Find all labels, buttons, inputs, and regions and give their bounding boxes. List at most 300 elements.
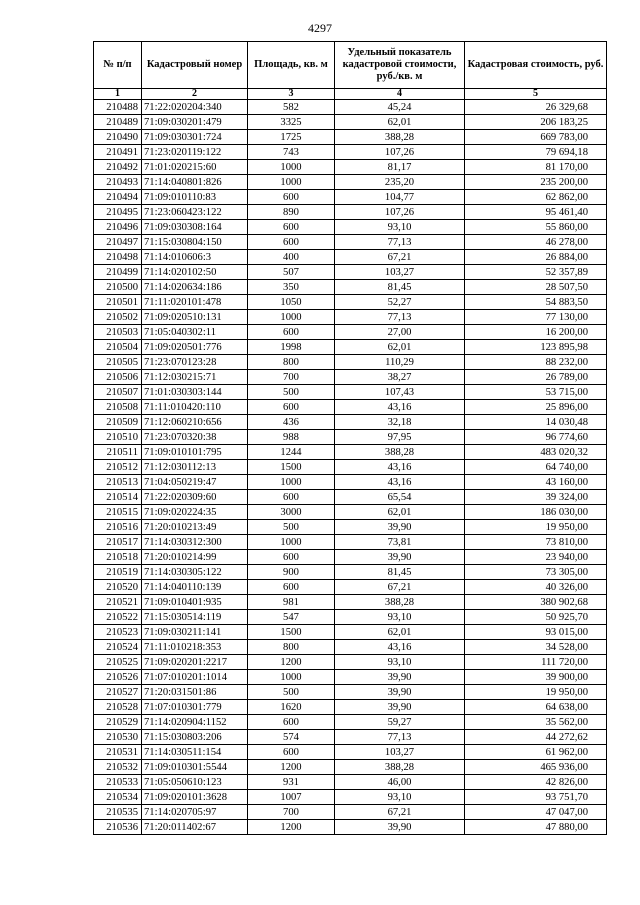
specific-value-cell: 67,21 bbox=[335, 580, 465, 595]
cadastral-value-cell: 93 015,00 bbox=[465, 625, 607, 640]
cadastral-number-cell: 71:23:070320:38 bbox=[142, 430, 248, 445]
table-row bbox=[94, 565, 607, 580]
table-row bbox=[94, 610, 607, 625]
table-row bbox=[94, 745, 607, 760]
area-cell: 1500 bbox=[248, 460, 335, 475]
cadastral-number-cell: 71:23:020119:122 bbox=[142, 145, 248, 160]
row-number-cell: 210530 bbox=[94, 730, 142, 745]
table-row bbox=[94, 295, 607, 310]
row-number-cell: 210496 bbox=[94, 220, 142, 235]
table-row bbox=[94, 775, 607, 790]
area-cell: 1500 bbox=[248, 625, 335, 640]
specific-value-cell: 32,18 bbox=[335, 415, 465, 430]
row-number-cell: 210523 bbox=[94, 625, 142, 640]
row-number-cell: 210514 bbox=[94, 490, 142, 505]
cadastral-value-cell: 39 900,00 bbox=[465, 670, 607, 685]
row-number-cell: 210507 bbox=[94, 385, 142, 400]
table-row bbox=[94, 730, 607, 745]
specific-value-cell: 235,20 bbox=[335, 175, 465, 190]
cadastral-value-cell: 26 329,68 bbox=[465, 100, 607, 115]
specific-value-cell: 77,13 bbox=[335, 730, 465, 745]
specific-value-cell: 77,13 bbox=[335, 235, 465, 250]
area-cell: 436 bbox=[248, 415, 335, 430]
specific-value-cell: 65,54 bbox=[335, 490, 465, 505]
specific-value-cell: 62,01 bbox=[335, 505, 465, 520]
table-row bbox=[94, 355, 607, 370]
cadastral-value-cell: 47 047,00 bbox=[465, 805, 607, 820]
cadastral-value-table bbox=[93, 41, 607, 835]
area-cell: 1725 bbox=[248, 130, 335, 145]
specific-value-cell: 67,21 bbox=[335, 805, 465, 820]
area-cell: 1000 bbox=[248, 475, 335, 490]
area-cell: 1000 bbox=[248, 310, 335, 325]
cadastral-value-cell: 64 638,00 bbox=[465, 700, 607, 715]
table-row bbox=[94, 190, 607, 205]
cadastral-number-cell: 71:15:030804:150 bbox=[142, 235, 248, 250]
cadastral-number-cell: 71:14:020904:1152 bbox=[142, 715, 248, 730]
area-cell: 931 bbox=[248, 775, 335, 790]
table-row bbox=[94, 520, 607, 535]
area-cell: 500 bbox=[248, 520, 335, 535]
cadastral-number-cell: 71:14:030511:154 bbox=[142, 745, 248, 760]
specific-value-cell: 104,77 bbox=[335, 190, 465, 205]
cadastral-value-cell: 88 232,00 bbox=[465, 355, 607, 370]
cadastral-number-cell: 71:09:030308:164 bbox=[142, 220, 248, 235]
row-number-cell: 210494 bbox=[94, 190, 142, 205]
specific-value-cell: 97,95 bbox=[335, 430, 465, 445]
cadastral-value-cell: 111 720,00 bbox=[465, 655, 607, 670]
area-cell: 1200 bbox=[248, 820, 335, 835]
row-number-cell: 210506 bbox=[94, 370, 142, 385]
area-cell: 988 bbox=[248, 430, 335, 445]
table-row bbox=[94, 490, 607, 505]
table-row bbox=[94, 700, 607, 715]
area-cell: 743 bbox=[248, 145, 335, 160]
table-row bbox=[94, 760, 607, 775]
column-number: 5 bbox=[465, 89, 607, 100]
cadastral-value-cell: 380 902,68 bbox=[465, 595, 607, 610]
row-number-cell: 210488 bbox=[94, 100, 142, 115]
cadastral-number-cell: 71:09:010101:795 bbox=[142, 445, 248, 460]
table-row bbox=[94, 115, 607, 130]
table-row bbox=[94, 790, 607, 805]
cadastral-value-cell: 55 860,00 bbox=[465, 220, 607, 235]
cadastral-number-cell: 71:11:010218:353 bbox=[142, 640, 248, 655]
row-number-cell: 210521 bbox=[94, 595, 142, 610]
table-row bbox=[94, 160, 607, 175]
cadastral-value-cell: 64 740,00 bbox=[465, 460, 607, 475]
area-cell: 600 bbox=[248, 580, 335, 595]
row-number-cell: 210536 bbox=[94, 820, 142, 835]
area-cell: 1000 bbox=[248, 670, 335, 685]
table-row bbox=[94, 370, 607, 385]
specific-value-cell: 46,00 bbox=[335, 775, 465, 790]
specific-value-cell: 39,90 bbox=[335, 685, 465, 700]
specific-value-cell: 388,28 bbox=[335, 760, 465, 775]
cadastral-value-cell: 34 528,00 bbox=[465, 640, 607, 655]
cadastral-number-cell: 71:15:030514:119 bbox=[142, 610, 248, 625]
row-number-cell: 210517 bbox=[94, 535, 142, 550]
specific-value-cell: 103,27 bbox=[335, 745, 465, 760]
table-row bbox=[94, 400, 607, 415]
cadastral-number-cell: 71:23:060423:122 bbox=[142, 205, 248, 220]
specific-value-cell: 39,90 bbox=[335, 670, 465, 685]
area-cell: 700 bbox=[248, 370, 335, 385]
specific-value-cell: 93,10 bbox=[335, 655, 465, 670]
cadastral-value-cell: 61 962,00 bbox=[465, 745, 607, 760]
row-number-cell: 210513 bbox=[94, 475, 142, 490]
cadastral-value-cell: 206 183,25 bbox=[465, 115, 607, 130]
table-row bbox=[94, 535, 607, 550]
specific-value-cell: 107,43 bbox=[335, 385, 465, 400]
cadastral-value-cell: 123 895,98 bbox=[465, 340, 607, 355]
specific-value-cell: 81,45 bbox=[335, 280, 465, 295]
specific-value-cell: 110,29 bbox=[335, 355, 465, 370]
specific-value-cell: 39,90 bbox=[335, 700, 465, 715]
cadastral-value-cell: 46 278,00 bbox=[465, 235, 607, 250]
cadastral-number-cell: 71:20:010213:49 bbox=[142, 520, 248, 535]
cadastral-value-cell: 28 507,50 bbox=[465, 280, 607, 295]
specific-value-cell: 38,27 bbox=[335, 370, 465, 385]
specific-value-cell: 73,81 bbox=[335, 535, 465, 550]
cadastral-number-cell: 71:09:020201:2217 bbox=[142, 655, 248, 670]
specific-value-cell: 388,28 bbox=[335, 445, 465, 460]
cadastral-number-cell: 71:09:020501:776 bbox=[142, 340, 248, 355]
table-row bbox=[94, 670, 607, 685]
cadastral-number-cell: 71:20:011402:67 bbox=[142, 820, 248, 835]
row-number-cell: 210526 bbox=[94, 670, 142, 685]
cadastral-value-cell: 93 751,70 bbox=[465, 790, 607, 805]
area-cell: 600 bbox=[248, 190, 335, 205]
cadastral-value-cell: 53 715,00 bbox=[465, 385, 607, 400]
specific-value-cell: 43,16 bbox=[335, 460, 465, 475]
row-number-cell: 210531 bbox=[94, 745, 142, 760]
area-cell: 1000 bbox=[248, 535, 335, 550]
row-number-cell: 210491 bbox=[94, 145, 142, 160]
area-cell: 600 bbox=[248, 715, 335, 730]
row-number-cell: 210519 bbox=[94, 565, 142, 580]
specific-value-cell: 93,10 bbox=[335, 220, 465, 235]
specific-value-cell: 59,27 bbox=[335, 715, 465, 730]
specific-value-cell: 39,90 bbox=[335, 550, 465, 565]
cadastral-number-cell: 71:12:060210:656 bbox=[142, 415, 248, 430]
row-number-cell: 210490 bbox=[94, 130, 142, 145]
cadastral-number-cell: 71:14:040801:826 bbox=[142, 175, 248, 190]
row-number-cell: 210535 bbox=[94, 805, 142, 820]
row-number-cell: 210509 bbox=[94, 415, 142, 430]
row-number-cell: 210510 bbox=[94, 430, 142, 445]
row-number-cell: 210533 bbox=[94, 775, 142, 790]
row-number-cell: 210524 bbox=[94, 640, 142, 655]
table-row bbox=[94, 265, 607, 280]
cadastral-value-cell: 35 562,00 bbox=[465, 715, 607, 730]
area-cell: 700 bbox=[248, 805, 335, 820]
table-row bbox=[94, 130, 607, 145]
header-area: Площадь, кв. м bbox=[248, 42, 335, 89]
cadastral-value-cell: 235 200,00 bbox=[465, 175, 607, 190]
row-number-cell: 210529 bbox=[94, 715, 142, 730]
area-cell: 800 bbox=[248, 355, 335, 370]
specific-value-cell: 103,27 bbox=[335, 265, 465, 280]
table-row bbox=[94, 715, 607, 730]
specific-value-cell: 388,28 bbox=[335, 130, 465, 145]
cadastral-number-cell: 71:20:010214:99 bbox=[142, 550, 248, 565]
cadastral-value-cell: 19 950,00 bbox=[465, 685, 607, 700]
cadastral-value-cell: 52 357,89 bbox=[465, 265, 607, 280]
cadastral-number-cell: 71:12:030112:13 bbox=[142, 460, 248, 475]
specific-value-cell: 52,27 bbox=[335, 295, 465, 310]
row-number-cell: 210497 bbox=[94, 235, 142, 250]
area-cell: 800 bbox=[248, 640, 335, 655]
specific-value-cell: 39,90 bbox=[335, 820, 465, 835]
table-header-row bbox=[94, 42, 607, 89]
specific-value-cell: 43,16 bbox=[335, 475, 465, 490]
header-specific-value: Удельный показатель кадастровой стоимости, руб./кв. м bbox=[335, 42, 465, 89]
row-number-cell: 210505 bbox=[94, 355, 142, 370]
area-cell: 582 bbox=[248, 100, 335, 115]
table-row bbox=[94, 145, 607, 160]
area-cell: 1000 bbox=[248, 175, 335, 190]
area-cell: 1998 bbox=[248, 340, 335, 355]
table-row bbox=[94, 550, 607, 565]
cadastral-number-cell: 71:01:020215:60 bbox=[142, 160, 248, 175]
cadastral-number-cell: 71:15:030803:206 bbox=[142, 730, 248, 745]
cadastral-value-cell: 62 862,00 bbox=[465, 190, 607, 205]
table-row bbox=[94, 820, 607, 835]
row-number-cell: 210493 bbox=[94, 175, 142, 190]
cadastral-number-cell: 71:09:010301:5544 bbox=[142, 760, 248, 775]
area-cell: 900 bbox=[248, 565, 335, 580]
specific-value-cell: 93,10 bbox=[335, 610, 465, 625]
column-number: 1 bbox=[94, 89, 142, 100]
cadastral-number-cell: 71:05:050610:123 bbox=[142, 775, 248, 790]
cadastral-number-cell: 71:09:010110:83 bbox=[142, 190, 248, 205]
area-cell: 547 bbox=[248, 610, 335, 625]
cadastral-number-cell: 71:01:030303:144 bbox=[142, 385, 248, 400]
cadastral-number-cell: 71:09:030301:724 bbox=[142, 130, 248, 145]
cadastral-number-cell: 71:14:030305:122 bbox=[142, 565, 248, 580]
cadastral-value-cell: 465 936,00 bbox=[465, 760, 607, 775]
area-cell: 574 bbox=[248, 730, 335, 745]
cadastral-number-cell: 71:09:010401:935 bbox=[142, 595, 248, 610]
table-row bbox=[94, 460, 607, 475]
cadastral-number-cell: 71:11:010420:110 bbox=[142, 400, 248, 415]
cadastral-value-cell: 16 200,00 bbox=[465, 325, 607, 340]
area-cell: 981 bbox=[248, 595, 335, 610]
table-row bbox=[94, 235, 607, 250]
table-row bbox=[94, 595, 607, 610]
table-row bbox=[94, 475, 607, 490]
row-number-cell: 210512 bbox=[94, 460, 142, 475]
table-row bbox=[94, 580, 607, 595]
cadastral-number-cell: 71:20:031501:86 bbox=[142, 685, 248, 700]
cadastral-number-cell: 71:09:020224:35 bbox=[142, 505, 248, 520]
cadastral-number-cell: 71:22:020309:60 bbox=[142, 490, 248, 505]
specific-value-cell: 107,26 bbox=[335, 205, 465, 220]
specific-value-cell: 81,17 bbox=[335, 160, 465, 175]
table-row bbox=[94, 685, 607, 700]
area-cell: 890 bbox=[248, 205, 335, 220]
row-number-cell: 210500 bbox=[94, 280, 142, 295]
specific-value-cell: 77,13 bbox=[335, 310, 465, 325]
row-number-cell: 210528 bbox=[94, 700, 142, 715]
table-row bbox=[94, 805, 607, 820]
cadastral-number-cell: 71:14:040110:139 bbox=[142, 580, 248, 595]
area-cell: 600 bbox=[248, 220, 335, 235]
cadastral-number-cell: 71:14:020102:50 bbox=[142, 265, 248, 280]
table-row bbox=[94, 625, 607, 640]
cadastral-value-cell: 483 020,32 bbox=[465, 445, 607, 460]
area-cell: 600 bbox=[248, 235, 335, 250]
column-number-row bbox=[94, 89, 607, 100]
cadastral-value-cell: 26 884,00 bbox=[465, 250, 607, 265]
table-row bbox=[94, 640, 607, 655]
header-cadastral-number: Кадастровый номер bbox=[142, 42, 248, 89]
cadastral-value-cell: 95 461,40 bbox=[465, 205, 607, 220]
area-cell: 1050 bbox=[248, 295, 335, 310]
row-number-cell: 210499 bbox=[94, 265, 142, 280]
row-number-cell: 210511 bbox=[94, 445, 142, 460]
area-cell: 507 bbox=[248, 265, 335, 280]
row-number-cell: 210522 bbox=[94, 610, 142, 625]
cadastral-number-cell: 71:07:010201:1014 bbox=[142, 670, 248, 685]
cadastral-value-cell: 25 896,00 bbox=[465, 400, 607, 415]
area-cell: 1200 bbox=[248, 655, 335, 670]
specific-value-cell: 107,26 bbox=[335, 145, 465, 160]
table-row bbox=[94, 220, 607, 235]
table-row bbox=[94, 415, 607, 430]
row-number-cell: 210518 bbox=[94, 550, 142, 565]
cadastral-value-cell: 43 160,00 bbox=[465, 475, 607, 490]
cadastral-number-cell: 71:12:030215:71 bbox=[142, 370, 248, 385]
cadastral-value-cell: 26 789,00 bbox=[465, 370, 607, 385]
row-number-cell: 210492 bbox=[94, 160, 142, 175]
row-number-cell: 210503 bbox=[94, 325, 142, 340]
specific-value-cell: 93,10 bbox=[335, 790, 465, 805]
table-row bbox=[94, 340, 607, 355]
area-cell: 3000 bbox=[248, 505, 335, 520]
row-number-cell: 210502 bbox=[94, 310, 142, 325]
row-number-cell: 210498 bbox=[94, 250, 142, 265]
table-row bbox=[94, 505, 607, 520]
cadastral-value-cell: 42 826,00 bbox=[465, 775, 607, 790]
table-row bbox=[94, 445, 607, 460]
cadastral-value-cell: 40 326,00 bbox=[465, 580, 607, 595]
area-cell: 1007 bbox=[248, 790, 335, 805]
row-number-cell: 210527 bbox=[94, 685, 142, 700]
cadastral-number-cell: 71:05:040302:11 bbox=[142, 325, 248, 340]
table-row bbox=[94, 175, 607, 190]
area-cell: 500 bbox=[248, 685, 335, 700]
row-number-cell: 210515 bbox=[94, 505, 142, 520]
row-number-cell: 210489 bbox=[94, 115, 142, 130]
row-number-cell: 210525 bbox=[94, 655, 142, 670]
cadastral-value-cell: 96 774,60 bbox=[465, 430, 607, 445]
column-number: 2 bbox=[142, 89, 248, 100]
row-number-cell: 210520 bbox=[94, 580, 142, 595]
area-cell: 1620 bbox=[248, 700, 335, 715]
specific-value-cell: 43,16 bbox=[335, 400, 465, 415]
cadastral-value-cell: 54 883,50 bbox=[465, 295, 607, 310]
specific-value-cell: 43,16 bbox=[335, 640, 465, 655]
column-number: 4 bbox=[335, 89, 465, 100]
row-number-cell: 210501 bbox=[94, 295, 142, 310]
cadastral-number-cell: 71:09:030211:141 bbox=[142, 625, 248, 640]
column-number: 3 bbox=[248, 89, 335, 100]
specific-value-cell: 39,90 bbox=[335, 520, 465, 535]
specific-value-cell: 62,01 bbox=[335, 115, 465, 130]
cadastral-number-cell: 71:14:030312:300 bbox=[142, 535, 248, 550]
area-cell: 3325 bbox=[248, 115, 335, 130]
cadastral-number-cell: 71:09:020101:3628 bbox=[142, 790, 248, 805]
cadastral-value-cell: 77 130,00 bbox=[465, 310, 607, 325]
cadastral-number-cell: 71:14:010606:3 bbox=[142, 250, 248, 265]
area-cell: 600 bbox=[248, 745, 335, 760]
area-cell: 500 bbox=[248, 385, 335, 400]
area-cell: 1000 bbox=[248, 160, 335, 175]
cadastral-value-cell: 186 030,00 bbox=[465, 505, 607, 520]
cadastral-value-cell: 14 030,48 bbox=[465, 415, 607, 430]
area-cell: 1200 bbox=[248, 760, 335, 775]
area-cell: 600 bbox=[248, 325, 335, 340]
area-cell: 400 bbox=[248, 250, 335, 265]
area-cell: 600 bbox=[248, 400, 335, 415]
cadastral-number-cell: 71:04:050219:47 bbox=[142, 475, 248, 490]
row-number-cell: 210495 bbox=[94, 205, 142, 220]
cadastral-number-cell: 71:07:010301:779 bbox=[142, 700, 248, 715]
row-number-cell: 210508 bbox=[94, 400, 142, 415]
cadastral-value-cell: 44 272,62 bbox=[465, 730, 607, 745]
table-row bbox=[94, 280, 607, 295]
cadastral-number-cell: 71:09:020510:131 bbox=[142, 310, 248, 325]
area-cell: 350 bbox=[248, 280, 335, 295]
row-number-cell: 210532 bbox=[94, 760, 142, 775]
table-row bbox=[94, 250, 607, 265]
table-row bbox=[94, 430, 607, 445]
header-cadastral-value: Кадастровая стоимость, руб. bbox=[465, 42, 607, 89]
cadastral-value-cell: 50 925,70 bbox=[465, 610, 607, 625]
table-row bbox=[94, 100, 607, 115]
table-row bbox=[94, 205, 607, 220]
cadastral-value-cell: 19 950,00 bbox=[465, 520, 607, 535]
table-row bbox=[94, 655, 607, 670]
header-row-number: № п/п bbox=[94, 42, 142, 89]
specific-value-cell: 81,45 bbox=[335, 565, 465, 580]
area-cell: 1244 bbox=[248, 445, 335, 460]
specific-value-cell: 388,28 bbox=[335, 595, 465, 610]
table-row bbox=[94, 385, 607, 400]
cadastral-value-cell: 23 940,00 bbox=[465, 550, 607, 565]
cadastral-value-cell: 39 324,00 bbox=[465, 490, 607, 505]
cadastral-value-cell: 79 694,18 bbox=[465, 145, 607, 160]
cadastral-value-cell: 81 170,00 bbox=[465, 160, 607, 175]
specific-value-cell: 67,21 bbox=[335, 250, 465, 265]
area-cell: 600 bbox=[248, 550, 335, 565]
row-number-cell: 210534 bbox=[94, 790, 142, 805]
cadastral-value-cell: 669 783,00 bbox=[465, 130, 607, 145]
table-row bbox=[94, 325, 607, 340]
cadastral-value-cell: 73 305,00 bbox=[465, 565, 607, 580]
cadastral-number-cell: 71:22:020204:340 bbox=[142, 100, 248, 115]
cadastral-number-cell: 71:14:020705:97 bbox=[142, 805, 248, 820]
area-cell: 600 bbox=[248, 490, 335, 505]
cadastral-number-cell: 71:11:020101:478 bbox=[142, 295, 248, 310]
specific-value-cell: 62,01 bbox=[335, 625, 465, 640]
cadastral-value-cell: 47 880,00 bbox=[465, 820, 607, 835]
cadastral-number-cell: 71:09:030201:479 bbox=[142, 115, 248, 130]
page-number: 4297 bbox=[308, 21, 332, 35]
row-number-cell: 210504 bbox=[94, 340, 142, 355]
